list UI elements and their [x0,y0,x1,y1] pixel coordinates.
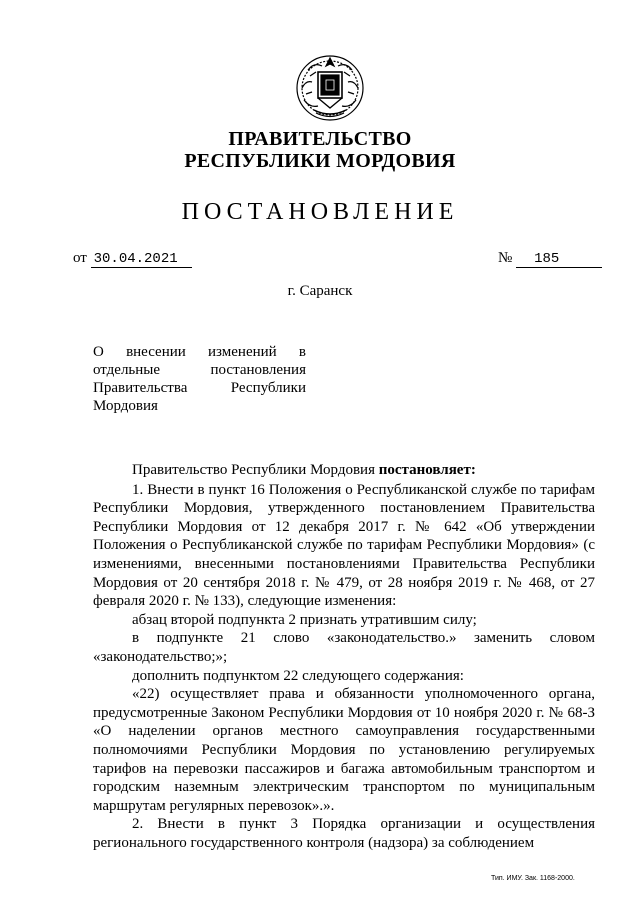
body-paragraph: дополнить подпунктом 22 следующего содержания: [132,667,464,684]
number-prefix: № [498,250,513,266]
government-title-line1: ПРАВИТЕЛЬСТВО [228,128,412,150]
document-body [93,461,595,852]
city: г. Саранск [287,283,353,299]
document-type-title: ПОСТАНОВЛЕНИЕ [181,199,459,225]
document-date [73,250,192,268]
government-title-line2: РЕСПУБЛИКИ МОРДОВИЯ [184,150,456,172]
coat-of-arms-emblem [294,52,366,122]
date-value: 30.04.2021 [91,251,192,268]
body-paragraph: «22) осуществляет права и обязанности уполномоченного органа, предусмотренные Законом Республики Мордовия от 10 ноября 2020 г. № 68-З «О наделении органов местного самоуправления государственными полномочиями Республики Мордовия по установлению регулируемых тарифов на перевозки пассажиров и багажа автомобильным транспортом и городским наземным электрическим транспортом по муниципальным маршрутам регулярных перевозок».». [93,686,595,814]
print-footer: Тип. ИМУ. Зак. 1168-2000. [491,875,575,882]
enacting-text: Правительство Республики Мордовия [132,462,375,478]
document-subject: О внесении изменений в отдельные постановления Правительства Республики Мордовия [93,344,306,414]
enacting-verb: постановляет: [378,462,476,478]
body-paragraph: 1. Внести в пункт 16 Положения о Республиканской службе по тарифам Республики Мордовия, утвержденного постановлением Правительства Республики Мордовия от 12 декабря 2017 г. № 642 «Об утверждении Положения о Республиканской службе по тарифам Республики Мордовия» (с изменениями, внесенными постановлениями Правительства Республики Мордовия от 20 сентября 2018 г. № 479, от 28 ноября 2019 г. № 468, от 27 февраля 2020 г. № 133), следующие изменения: [93,481,595,610]
document-number [498,250,602,268]
body-paragraph: 2. Внести в пункт 3 Порядка организации и осуществления регионального государственного контроля (надзора) за соблюдением [93,816,595,851]
body-paragraph: абзац второй подпункта 2 признать утратившим силу; [132,611,477,628]
body-paragraph: в подпункте 21 слово «законодательство.» заменить словом «законодательство;»; [93,630,595,665]
number-value: 185 [516,251,602,268]
enacting-clause [93,461,595,480]
date-prefix: от [73,250,87,266]
